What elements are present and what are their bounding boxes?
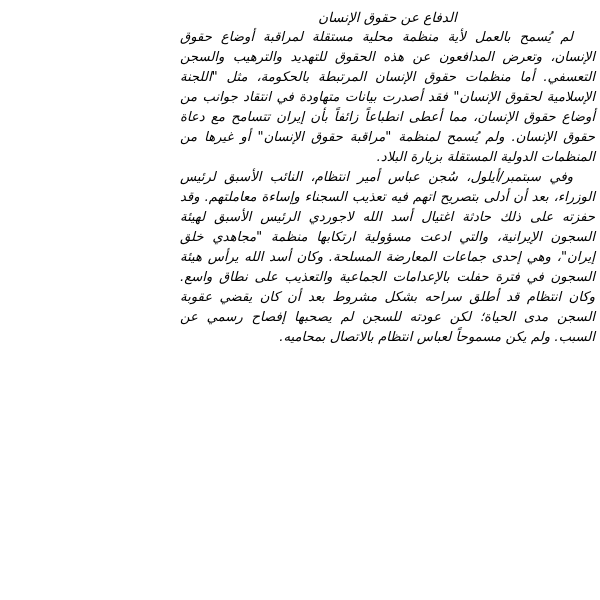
paragraph-2: وفي سبتمبر/أيلول، سُجن عباس أمير انتظام، النائب الأسبق لرئيس الوزراء، بعد أن أدلى بتصريح اتهم فيه تعذيب السجناء وإساءة معاملتهم. وقد حفزته على ذلك حادثة اغتيال أسد الله لاجوردي الرئيس الأسبق لهيئة السجون الإيرانية، والتي ادعت مسؤولية ارتكابها منظمة "مجاهدي خلق إيران"، وهي إحدى جماعات المعارضة المسلحة. وكان أسد الله يرأس هيئة السجون في فترة حفلت بالإعدامات الجماعية والتعذيب على نطاق واسع. وكان انتظام قد أطلق سراحه بشكل مشروط بعد أن كان يقضي عقوبة السجن مدى الحياة؛ لكن عودته للسجن لم يصحبها إفصاح رسمي عن السبب. ولم يكن مسموحاً لعباس انتظام بالاتصال بمحاميه. [180,170,595,345]
page-title: الدفاع عن حقوق الإنسان [318,10,457,26]
paragraph-1: لم يُسمح بالعمل لأية منظمة محلية مستقلة لمراقبة أوضاع حقوق الإنسان، وتعرض المدافعون عن هذه الحقوق للتهديد والترهيب والسجن التعسفي. أما منظمات حقوق الإنسان المرتبطة بالحكومة، مثل "اللجنة الإسلامية لحقوق الإنسان" فقد أصدرت بيانات متهاودة في انتقاد جوانب من أوضاع حقوق الإنسان، مما أعطى انطباعاً زائفاً بأن إيران تتسامح مع دعاة حقوق الإنسان. ولم يُسمح لمنظمة "مراقبة حقوق الإنسان" أو غيرها من المنظمات الدولية المستقلة بزيارة البلاد. [180,30,595,165]
document-text-block [180,8,595,348]
